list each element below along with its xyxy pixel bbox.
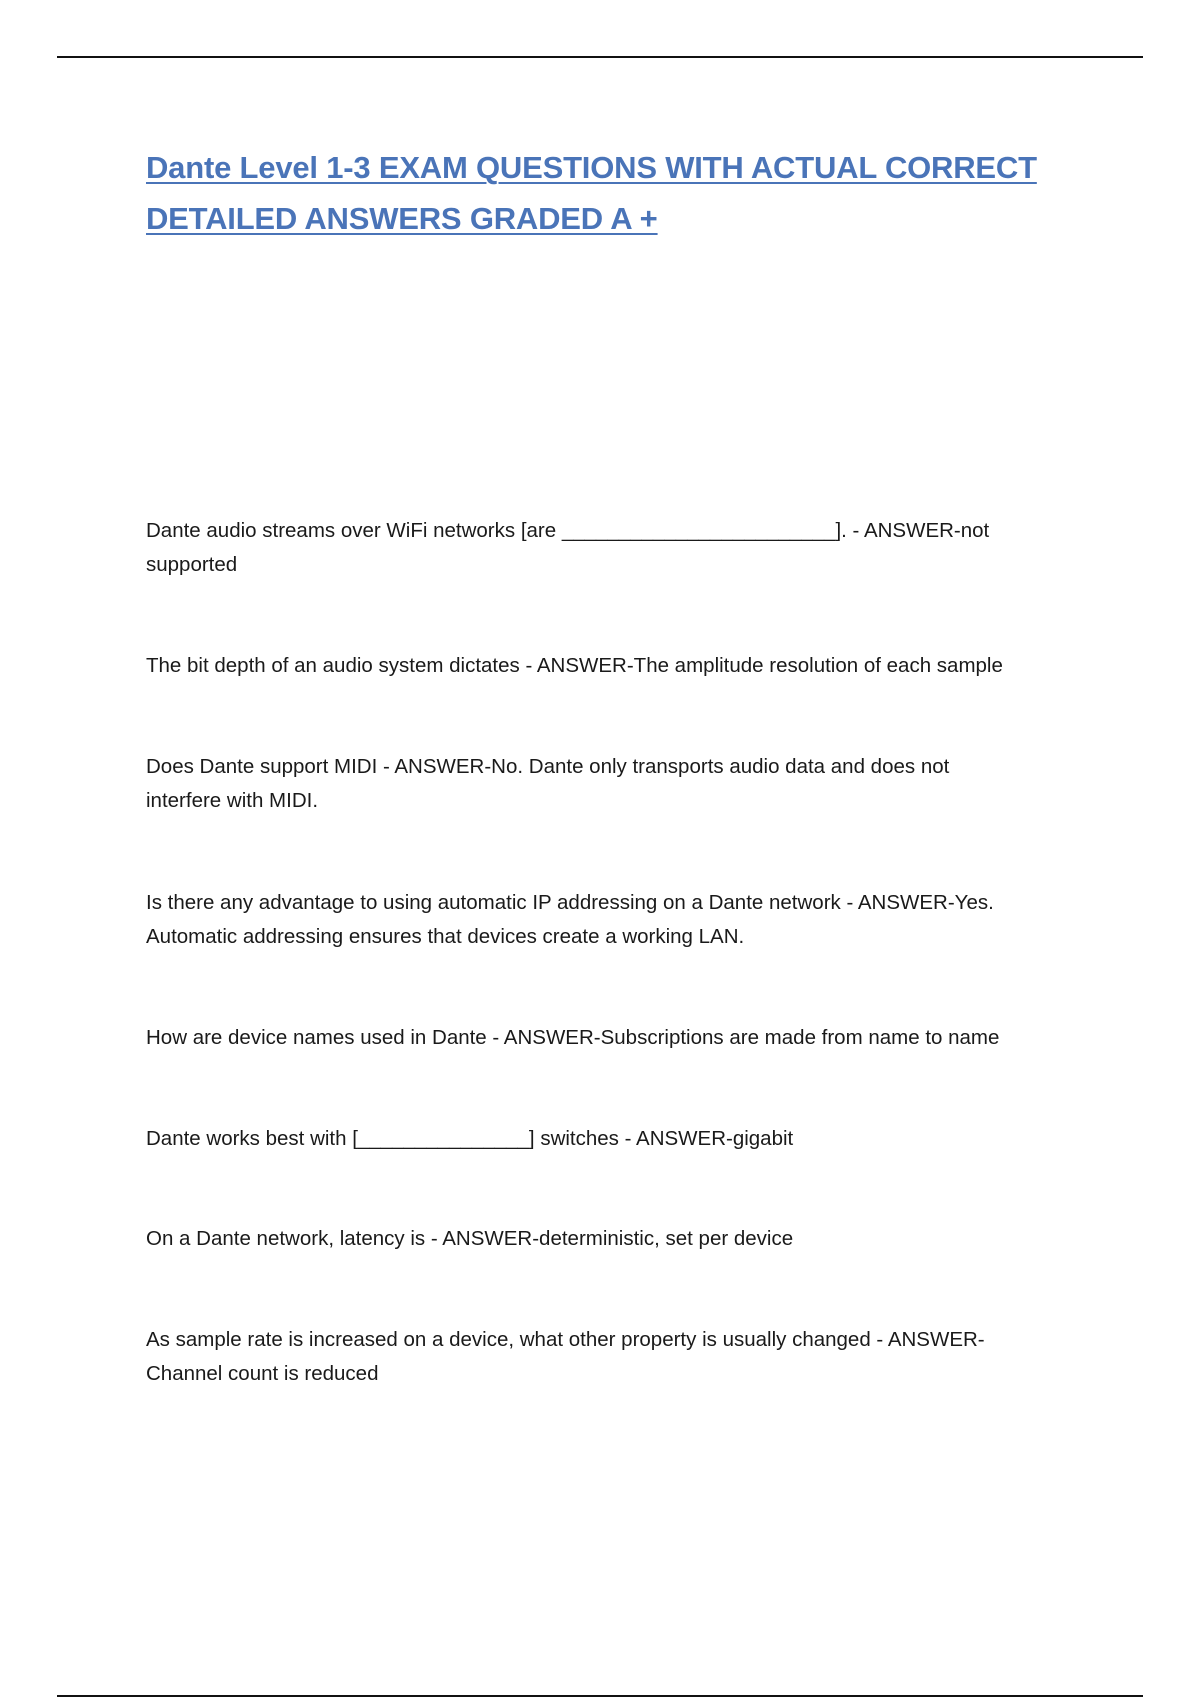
qa-item-sample-rate <box>146 1323 1076 1391</box>
qa-line: Is there any advantage to using automatic IP addressing on a Dante network - ANSWER-Yes. <box>146 891 994 914</box>
qa-item-bit-depth <box>146 649 1076 683</box>
qa-line: Does Dante support MIDI - ANSWER-No. Dante only transports audio data and does not <box>146 755 950 778</box>
qa-item-latency <box>146 1222 1076 1256</box>
qa-line: As sample rate is increased on a device, what other property is usually changed - ANSWER- <box>146 1328 985 1351</box>
document-title <box>146 142 1076 244</box>
qa-line: Dante works best with [_______________] switches - ANSWER-gigabit <box>146 1127 794 1150</box>
qa-line: supported <box>146 553 238 576</box>
qa-line: The bit depth of an audio system dictates - ANSWER-The amplitude resolution of each sample <box>146 654 1003 677</box>
qa-line: On a Dante network, latency is - ANSWER-deterministic, set per device <box>146 1227 794 1250</box>
qa-item-switches <box>146 1122 1076 1156</box>
header-rule <box>57 56 1143 58</box>
qa-line: Dante audio streams over WiFi networks [are ________________________]. - ANSWER-not <box>146 519 990 542</box>
qa-item-device-names <box>146 1021 1076 1055</box>
title-line-2: DETAILED ANSWERS GRADED A + <box>146 201 658 236</box>
qa-line: Channel count is reduced <box>146 1362 379 1385</box>
title-line-1: Dante Level 1-3 EXAM QUESTIONS WITH ACTUAL CORRECT <box>146 150 1037 185</box>
qa-item-auto-ip <box>146 886 1076 954</box>
qa-line: interfere with MIDI. <box>146 789 319 812</box>
qa-line: How are device names used in Dante - ANSWER-Subscriptions are made from name to name <box>146 1026 1000 1049</box>
qa-item-midi <box>146 750 1076 818</box>
footer-rule <box>57 1695 1143 1697</box>
qa-line: Automatic addressing ensures that devices create a working LAN. <box>146 925 745 948</box>
qa-item-wifi <box>146 514 1076 582</box>
